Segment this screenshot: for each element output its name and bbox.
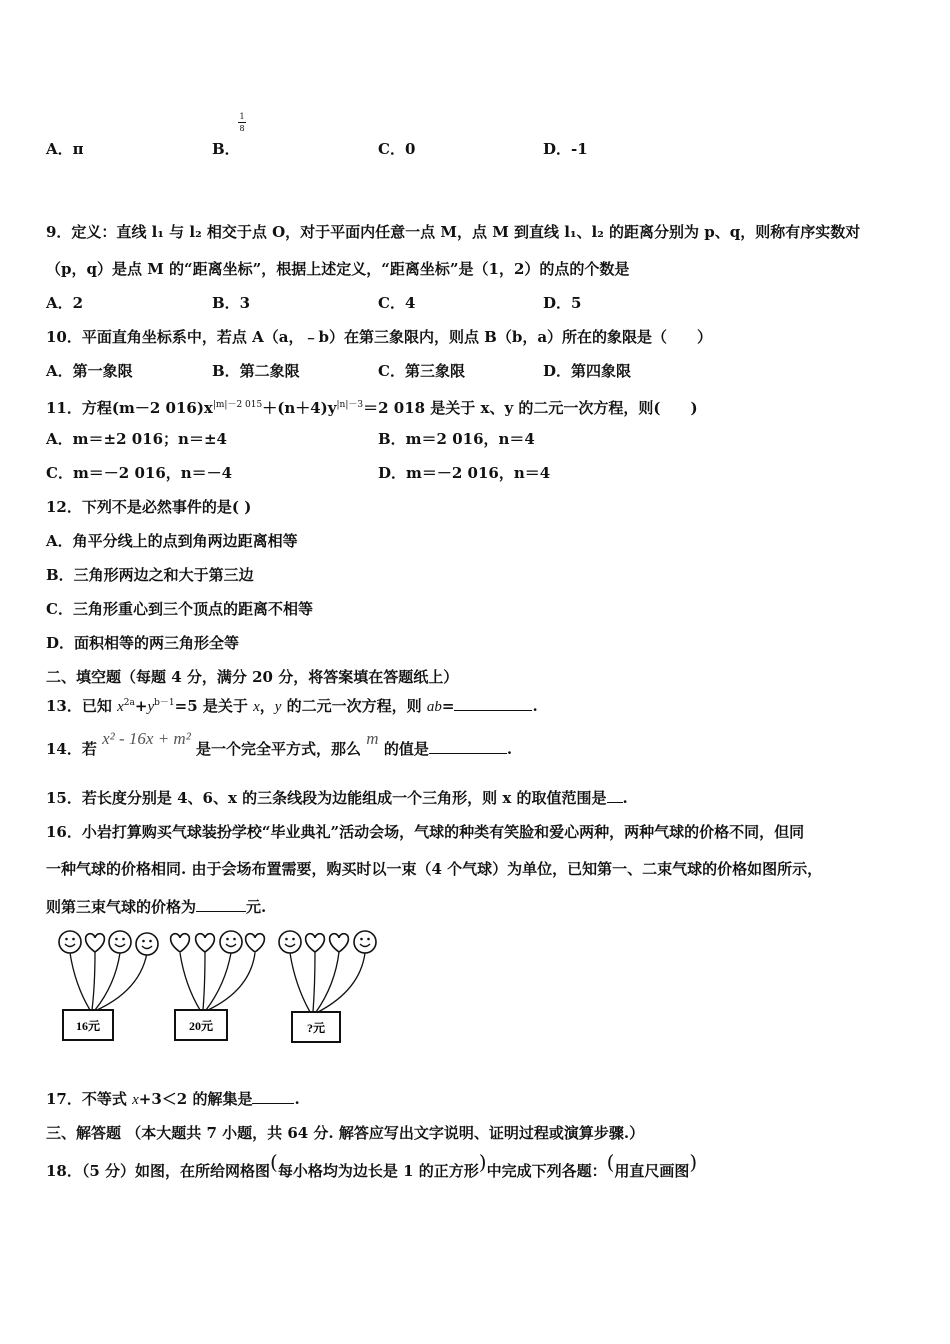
q12-option-c: C．三角形重心到三个顶点的距离不相等 [46, 600, 313, 618]
q9-option-a: A．2 [46, 294, 84, 312]
q13-x: x [253, 699, 260, 715]
q17-rest: +3＜2 的解集是 [138, 1090, 253, 1108]
smiley-balloon-icon [279, 931, 301, 953]
q13-y: y [274, 699, 282, 715]
q8-option-b-fraction [238, 112, 246, 133]
heart-balloon-icon [86, 934, 105, 952]
q14-var-m: m [366, 729, 379, 748]
q13-period: . [532, 697, 538, 715]
q13-var-y: y [147, 699, 155, 715]
right-paren: ) [689, 1150, 698, 1174]
q13-equals: = [441, 697, 455, 715]
q10-option-d: D．第四象限 [543, 362, 632, 380]
q18-stem [46, 1150, 698, 1181]
q16-line3-text: 则第三束气球的价格为 [46, 898, 197, 916]
q13-exponent-y: b－1 [154, 698, 175, 708]
heart-balloon-icon [196, 934, 215, 952]
q15-answer-blank[interactable] [607, 788, 623, 803]
q13-comma: ， [259, 697, 275, 715]
q18-paren1: 每小格均为边长是 1 的正方形 [277, 1162, 479, 1180]
q13-prefix: 13．已知 [46, 697, 118, 715]
q8-option-c: C．0 [378, 140, 416, 158]
heart-balloon-icon [171, 934, 190, 952]
q11-option-a: A．m＝±2 016；n＝±4 [46, 430, 227, 448]
fraction-denominator: 8 [239, 124, 245, 133]
q17-answer-blank[interactable] [252, 1089, 294, 1104]
q12-option-b: B．三角形两边之和大于第三边 [46, 566, 254, 584]
q17-stem [46, 1089, 300, 1110]
q13-answer-blank[interactable] [454, 696, 532, 711]
q11-part3: ＝2 018 是关于 x、y 的二元一次方程，则( ) [363, 399, 698, 417]
section-3-heading: 三、解答题 （本大题共 7 小题，共 64 分. 解答应写出文字说明、证明过程或演算步骤.） [46, 1124, 645, 1142]
heart-balloon-icon [330, 934, 349, 952]
q12-stem: 12．下列不是必然事件的是( ) [46, 498, 252, 516]
q8-option-b: B． [212, 140, 240, 158]
bunch-3-price: ?元 [306, 1021, 326, 1035]
q11-part2: ＋(n＋4)y [262, 399, 337, 417]
q14-answer-blank[interactable] [429, 739, 507, 754]
q14-middle: 是一个完全平方式，那么 [196, 740, 362, 758]
q15-stem [46, 788, 628, 808]
smiley-balloon-icon [109, 931, 131, 953]
section-2-heading: 二、填空题（每题 4 分，满分 20 分，将答案填在答题纸上） [46, 668, 459, 686]
q16-stem-line3 [46, 897, 266, 917]
balloon-bunch-1 [59, 931, 158, 1040]
q10-option-c: C．第三象限 [378, 362, 465, 380]
q12-option-a: A．角平分线上的点到角两边距离相等 [46, 532, 298, 550]
q10-option-a: A．第一象限 [46, 362, 133, 380]
q13-exponent-x: 2a [123, 698, 135, 708]
left-paren: ( [270, 1150, 278, 1174]
q11-part1: 11．方程(m－2 016)x [46, 399, 213, 417]
q14-period: . [506, 740, 513, 758]
q17-period: . [294, 1090, 300, 1108]
q8-option-d: D．-1 [543, 140, 588, 158]
left-paren: ( [606, 1150, 615, 1174]
q12-option-d: D．面积相等的两三角形全等 [46, 634, 240, 652]
q13-plus: + [134, 697, 148, 715]
q8-option-a: A．π [46, 140, 84, 158]
q9-option-d: D．5 [543, 294, 582, 312]
heart-balloon-icon [306, 934, 325, 952]
smiley-balloon-icon [59, 931, 81, 953]
q11-exponent-y: |n|－3 [336, 400, 364, 410]
q11-option-c: C．m＝－2 016，n＝－4 [46, 464, 233, 482]
q10-stem: 10．平面直角坐标系中，若点 A（a，﹣b）在第三象限内，则点 B（b，a）所在的象限是（ ） [46, 328, 713, 346]
q15-period: . [622, 789, 628, 807]
q13-middle: 的二元一次方程，则 [281, 697, 427, 715]
q18-middle: 中完成下列各题： [486, 1162, 607, 1180]
heart-balloon-icon [246, 934, 265, 952]
q17-prefix: 17．不等式 [46, 1090, 133, 1108]
q13-equation-rest: =5 是关于 [174, 697, 254, 715]
q9-option-c: C．4 [378, 294, 416, 312]
right-paren: ) [478, 1150, 487, 1174]
q9-stem-line2: （p，q）是点 M 的“距离坐标”，根据上述定义，“距离坐标”是（1，2）的点的个数是 [46, 260, 630, 278]
smiley-balloon-icon [354, 931, 376, 953]
q10-option-b: B．第二象限 [212, 362, 300, 380]
q11-stem [46, 395, 698, 418]
q14-prefix: 14．若 [46, 740, 97, 758]
q11-option-d: D．m＝－2 016，n＝4 [378, 464, 551, 482]
q9-option-b: B．3 [212, 294, 251, 312]
q13-stem [46, 693, 538, 717]
q16-unit: 元. [246, 898, 267, 916]
balloon-bunch-2 [171, 931, 265, 1040]
q9-stem-line1: 9．定义：直线 l₁ 与 l₂ 相交于点 O，对于平面内任意一点 M，点 M 到直线 l₁、l₂ 的距离分别为 p、q，则称有序实数对 [46, 223, 861, 241]
q16-stem-line1: 16．小岩打算购买气球装扮学校“毕业典礼”活动会场，气球的种类有笑脸和爱心两种，两种气球的价格不同，但同 [46, 823, 805, 841]
fraction-numerator: 1 [239, 112, 245, 121]
q14-formula: x² - 16x + m² [102, 729, 191, 748]
bunch-2-price: 20元 [188, 1019, 214, 1033]
smiley-balloon-icon [220, 931, 242, 953]
q15-text: 15．若长度分别是 4、6、x 的三条线段为边能组成一个三角形，则 x 的取值范围是 [46, 789, 607, 807]
q17-var-x: x [132, 1092, 139, 1108]
balloon-bunch-3 [279, 931, 376, 1042]
q18-prefix: 18．（5 分）如图，在所给网格图 [46, 1162, 271, 1180]
q14-end: 的值是 [383, 740, 429, 758]
q11-exponent-x: |m|－2 015 [212, 400, 263, 410]
q11-option-b: B．m＝2 016，n＝4 [378, 430, 535, 448]
q16-answer-blank[interactable] [196, 897, 246, 912]
q16-stem-line2: 一种气球的价格相同. 由于会场布置需要，购买时以一束（4 个气球）为单位，已知第一、二束气球的价格如图所示， [46, 860, 823, 878]
q13-var-x: x [117, 699, 124, 715]
balloon-bunches-figure [55, 930, 390, 1050]
smiley-balloon-icon [136, 933, 158, 955]
q13-ab: ab [426, 699, 442, 715]
q14-stem [46, 729, 513, 763]
bunch-1-price: 16元 [75, 1019, 101, 1033]
q18-paren2: 用直尺画图 [614, 1162, 690, 1180]
